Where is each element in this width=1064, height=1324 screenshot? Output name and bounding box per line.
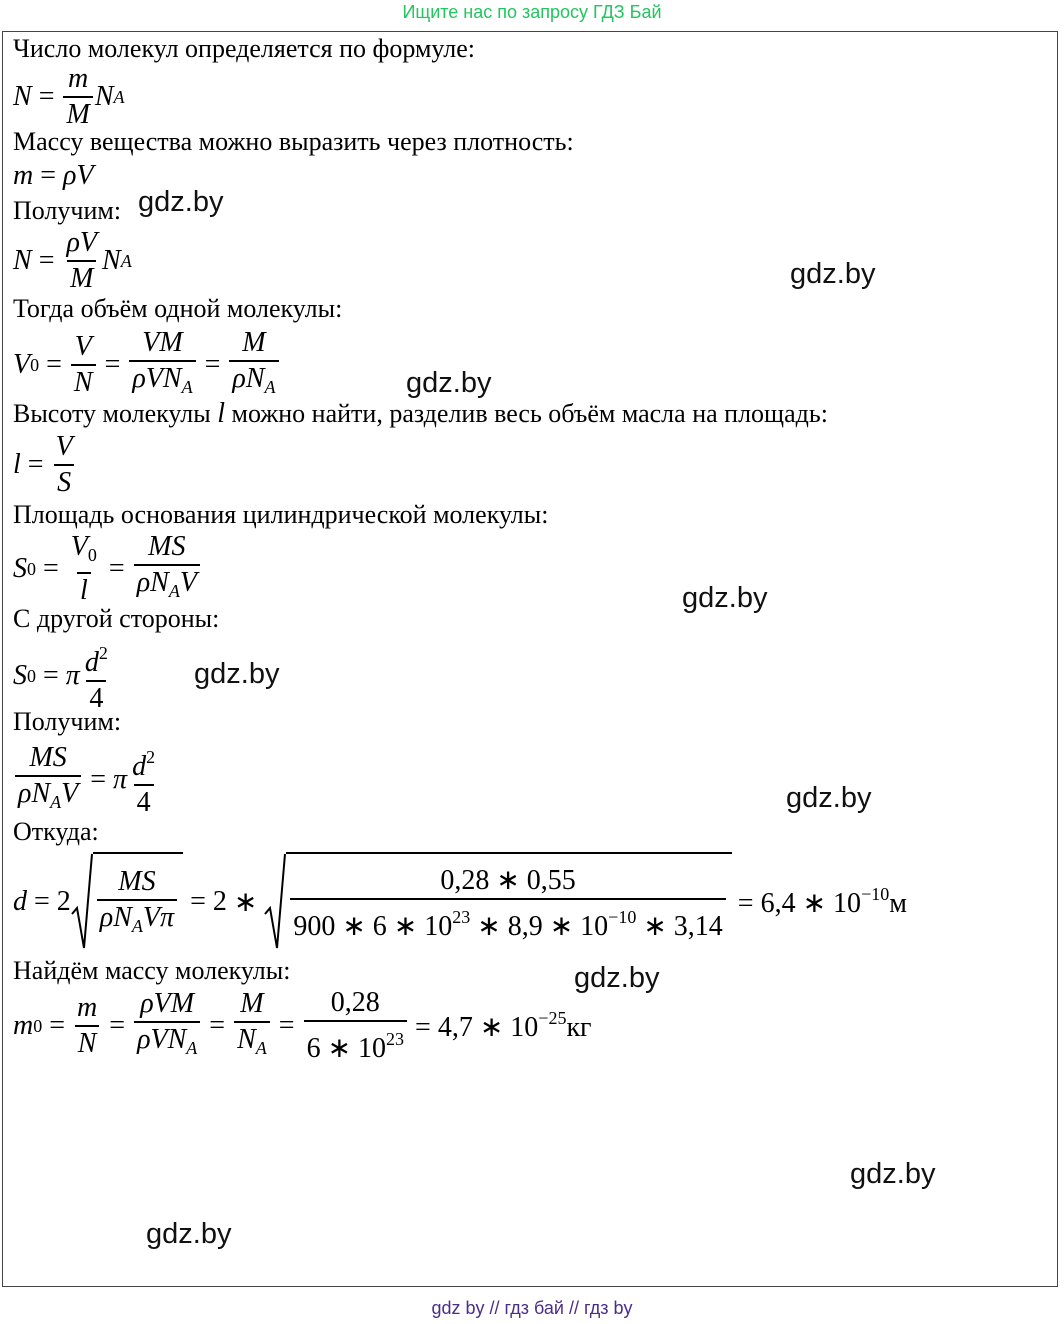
formula-molecule-mass: m 0 = $\frac{m}{N}$ = $\frac{\text{ρVM}}{\rho VN_A}$ = $\frac{M}{N_A}$ = $\frac{0,28}{6 ∗ 10^{23}}$ = 4,7 ∗ $10^{-25}кг$ [13,987,592,1064]
watermark: gdz.by [786,782,872,814]
text-line-6: Площадь основания цилиндрической молекулы: [13,500,549,529]
text-line-4: Тогда объём одной молекулы: [13,294,343,323]
formula-molecule-volume: V 0 = $\frac{V}{N}$ = $\frac{VM}{\rho VN_A}$ = $\frac{M}{\rho N_A}$ [13,326,281,404]
solution-frame [2,31,1058,1287]
top-banner: Ищите нас по запросу ГДЗ Бай [402,2,662,22]
watermark: gdz.by [790,258,876,290]
text-line-10: Найдём массу молекулы: [13,956,291,985]
watermark: gdz.by [194,658,280,690]
formula-n-count: N = $\frac{m}{M}$ N A [13,63,125,130]
diameter-numerator: 0,28 ∗ 0,55 [440,865,576,896]
mass-denominator: 6 ∗ $10^{23}$ [304,1020,407,1066]
text-line-7: С другой стороны: [13,604,220,633]
footer-links: gdz by // гдз бай // гдз by [431,1298,633,1318]
mass-numerator: 0,28 [330,987,380,1018]
watermark: gdz.by [146,1218,232,1250]
text-line-5-start: Высоту молекулы [13,399,211,428]
watermark: gdz.by [138,186,224,218]
formula-diameter: d = 2 $\frac{MS}{\rho N_AV\pi}$ = 2 ∗ $\frac{0,28 ∗ 0,55}{900 ∗ 6 ∗ 10^{23} ∗ 8,9 ∗ 10^{-10} ∗ 3,14}$ = 6,4 ∗ $10^{-10}м$ [13,852,907,952]
text-line-5: Высоту молекулы l можно найти, разделив весь объём масла на площадь: [13,398,828,429]
sqrt-sign-2 [264,852,731,952]
text-line-3: Получим: [13,196,122,225]
formula-equate: $\frac{MS}{\rho N_AV}$ = π $\frac{d^2}{4}$ [13,740,160,820]
diameter-denominator: 900 ∗ 6 ∗ $10^{23}$ ∗ 8,9 ∗ $10^{-10}$ ∗ 3,14 [290,898,725,944]
watermark: gdz.by [682,582,768,614]
watermark: gdz.by [406,367,492,399]
text-line-8: Получим: [13,707,122,736]
text-line-9: Откуда: [13,817,99,846]
text-line-5-end: можно найти, разделив весь объём масла на площадь: [231,399,828,428]
formula-base-area: S 0 = $\frac{V_0}{l}$ = $\frac{MS}{\rho N_AV}$ [13,530,202,608]
sqrt-sign-1: $\frac{MS}{\rho N_AV\pi}$ [71,852,183,952]
watermark: gdz.by [574,962,660,994]
formula-mass-density: m = ρV [13,160,94,191]
watermark: gdz.by [850,1158,936,1190]
formula-n-density: N = $\frac{\rho V}{M}$ N A [13,227,132,294]
text-line-1: Число молекул определяется по формуле: [13,34,475,63]
formula-area-circle: S 0 = π $\frac{d^2}{4}$ [13,643,108,714]
mass-result: = 4,7 ∗ $10^{-25}кг$ [415,1008,592,1043]
text-line-2: Массу вещества можно выразить через плотность: [13,127,574,156]
formula-height: l = $\frac{V}{S}$ [13,431,73,498]
diameter-result: = 6,4 ∗ $10^{-10}м$ [737,884,907,919]
